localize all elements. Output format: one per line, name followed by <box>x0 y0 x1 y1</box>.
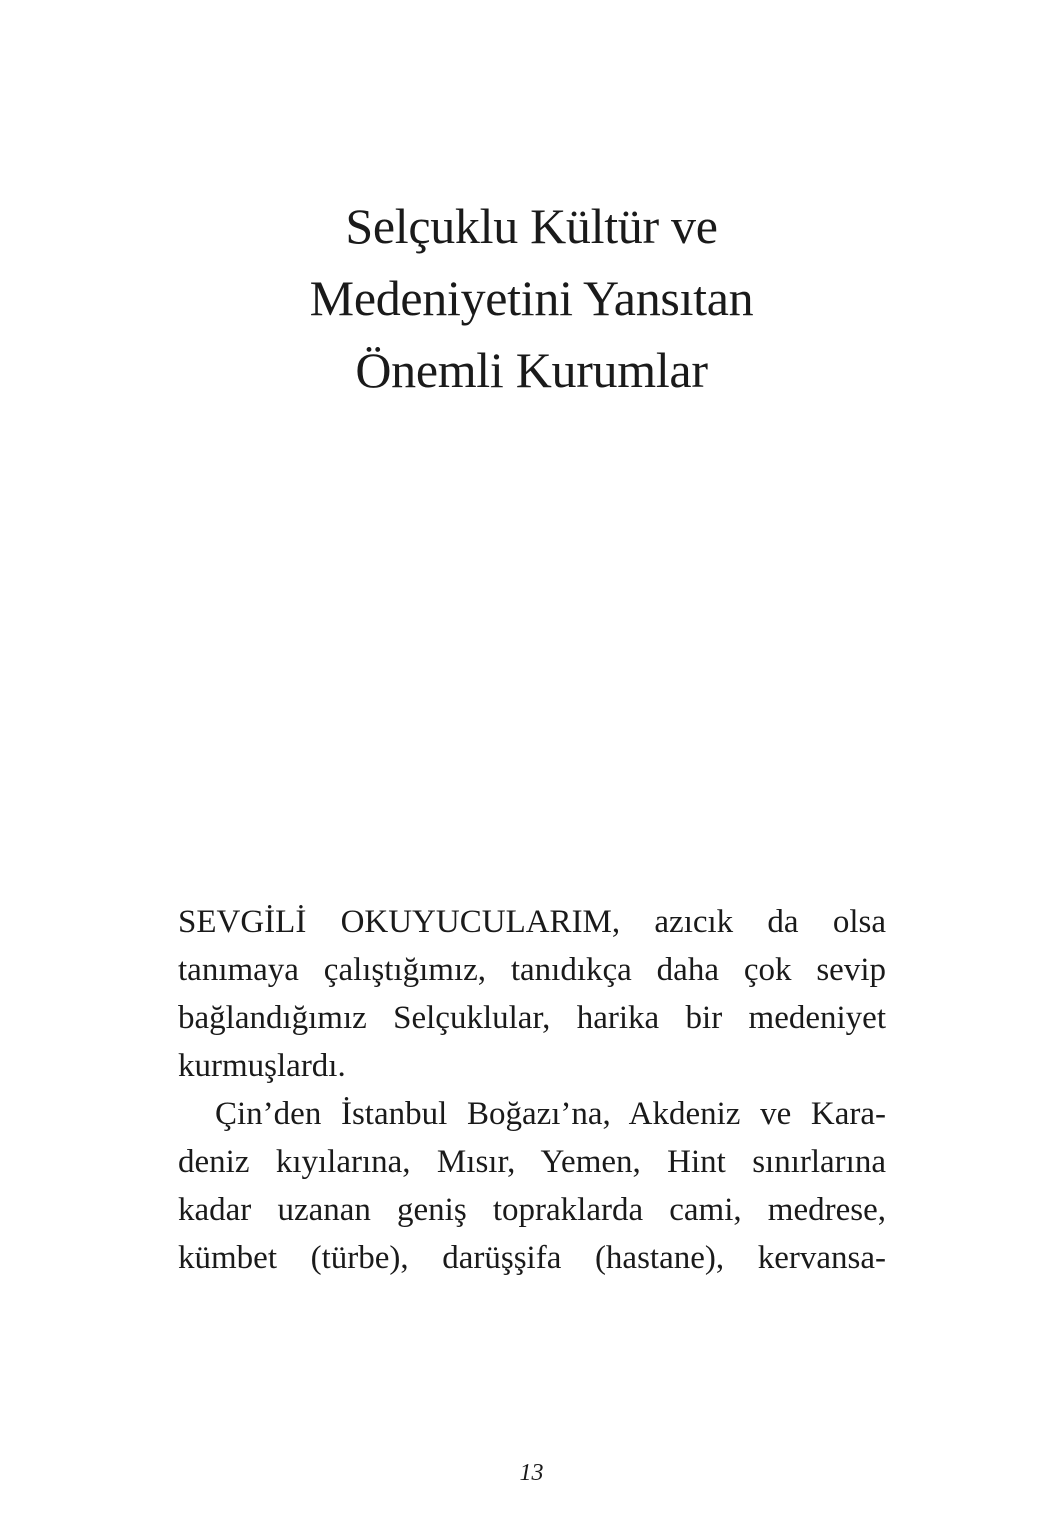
text-line: Çin’den İstanbul Boğazı’na, Akdeniz ve Kara- <box>215 1096 886 1132</box>
paragraph-1 <box>178 898 886 1090</box>
text-line: kurmuşlardı. <box>178 1048 346 1084</box>
chapter-title <box>150 190 913 406</box>
text-line: kadar uzanan geniş topraklarda cami, medrese, <box>178 1192 886 1228</box>
chapter-title-line: Önemli Kurumlar <box>355 342 708 398</box>
chapter-title-line: Selçuklu Kültür ve <box>345 198 718 254</box>
body-text <box>178 898 886 1282</box>
page-number: 13 <box>519 1460 544 1486</box>
text-line: tanımaya çalıştığımız, tanıdıkça daha çok sevip <box>178 952 886 988</box>
text-line: deniz kıyılarına, Mısır, Yemen, Hint sınırlarına <box>178 1144 886 1180</box>
text-line: kümbet (türbe), darüşşifa (hastane), kervansa- <box>178 1240 886 1276</box>
text-line: bağlandığımız Selçuklular, harika bir medeniyet <box>178 1000 886 1036</box>
text-line: SEVGİLİ OKUYUCULARIM, azıcık da olsa <box>178 904 886 940</box>
paragraph-2 <box>178 1090 886 1282</box>
chapter-title-line: Medeniyetini Yansıtan <box>309 270 754 326</box>
